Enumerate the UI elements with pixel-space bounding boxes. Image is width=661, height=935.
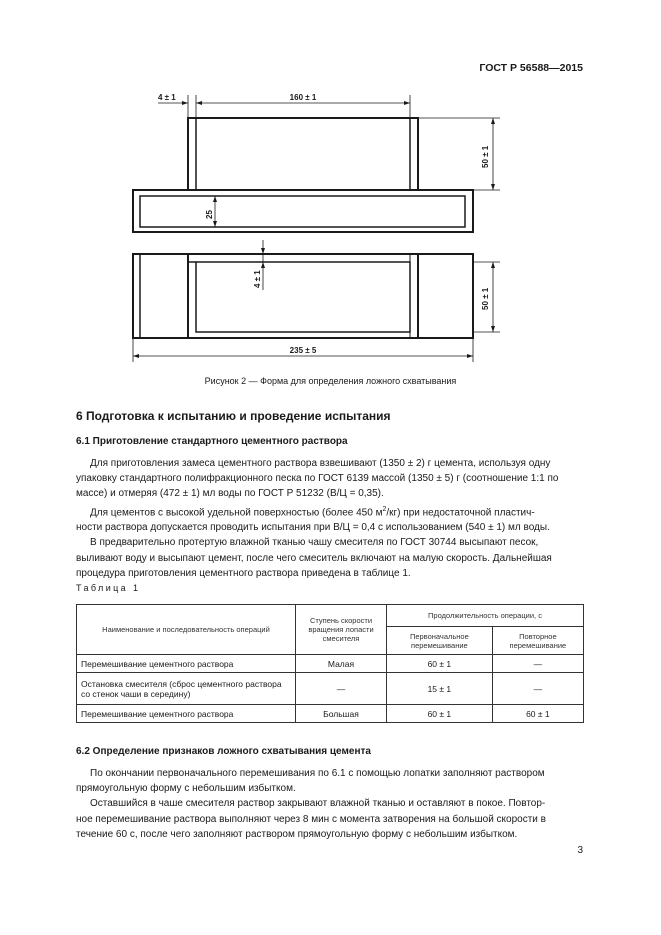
- document-header: ГОСТ Р 56588—2015: [479, 62, 583, 74]
- base-plate-inner: [140, 196, 465, 227]
- bottom-frame-inner: [196, 262, 410, 332]
- text-line: По окончании первоначального перемешивания по 6.1 с помощью лопатки заполняют раствором: [90, 768, 545, 779]
- table-row: Перемешивание цементного раствора Малая 60 ± 1 —: [77, 655, 584, 673]
- col-header-name: Наименование и последовательность операций: [77, 605, 296, 655]
- dim-bottom-wall: 4 ± 1: [253, 270, 262, 288]
- text-line: ности раствора допускается проводить испытания при В/Ц = 0,4 с использованием (540 ± 1) мл воды.: [76, 522, 550, 534]
- dim-top-height: 50 ± 1: [481, 145, 490, 168]
- text-line: Оставшийся в чаше смесителя раствор закрывают влажной тканью и оставляют в покое. Повтор-: [90, 798, 546, 810]
- subsection-6-2-title: 6.2 Определение признаков ложного схватывания цемента: [76, 746, 371, 757]
- text-line: Для приготовления замеса цементного раствора взвешивают (1350 ± 2) г цемента, используя одну: [90, 458, 551, 469]
- section-6-2-text: [76, 766, 584, 842]
- col-header-duration: Продолжительность операции, с: [387, 605, 584, 627]
- bottom-frame-outer: [133, 254, 473, 338]
- col-header-initial: Первоначальное перемешивание: [387, 627, 493, 655]
- page-number: 3: [577, 845, 583, 856]
- dim-mid-height: 25: [205, 210, 214, 219]
- top-frame-inner: [196, 118, 410, 190]
- dim-total-width: 235 ± 5: [289, 346, 317, 355]
- dim-bottom-height: 50 ± 1: [481, 287, 490, 310]
- dim-top-width: 160 ± 1: [289, 93, 317, 102]
- operations-table: [76, 604, 584, 723]
- dim-top-wall: 4 ± 1: [158, 93, 176, 102]
- text-line: массе) и отмеряя (472 ± 1) мл воды по ГОСТ Р 51232 (В/Ц = 0,35).: [76, 488, 384, 500]
- text-line: течение 60 с, после чего заполняют раствором прямоугольную форму с небольшим избытком.: [76, 828, 518, 840]
- text-line: выливают воду и высыпают цемент, после чего смеситель включают на малую скорость. Дальнейшая: [76, 552, 552, 564]
- top-frame-outer: [188, 118, 418, 190]
- table-caption: Таблица 1: [76, 583, 141, 593]
- text-line: ное перемешивание раствора выполняют через 8 мин с момента затворения на большой скорости в: [76, 813, 546, 825]
- text-line: процедура приготовления цементного раствора приведена в таблице 1.: [76, 567, 411, 579]
- subsection-6-1-title: 6.1 Приготовление стандартного цементного раствора: [76, 436, 348, 447]
- table-row: Остановка смесителя (сброс цементного раствора со стенок чаши в середину) — 15 ± 1 —: [77, 673, 584, 705]
- text-line: В предварительно протертую влажной тканью чашу смесителя по ГОСТ 30744 высыпают песок,: [90, 537, 539, 549]
- figure-caption: Рисунок 2 — Форма для определения ложного схватывания: [204, 376, 457, 386]
- section-6-title: 6 Подготовка к испытанию и проведение испытания: [76, 409, 391, 423]
- text-line: прямоугольную форму с небольшим избытком.: [76, 783, 296, 795]
- text-line: Для цементов с высокой удельной поверхностью (более 450 $м^2/кг$) при недостаточной пластич-: [90, 505, 535, 518]
- col-header-repeat: Повторное перемешивание: [492, 627, 583, 655]
- table-row: Перемешивание цементного раствора Большая 60 ± 1 60 ± 1: [77, 705, 584, 723]
- text-line: упаковку стандартного полифракционного песка по ГОСТ 6139 массой (1350 ± 5) г (соотношение 1:1 по: [76, 473, 559, 485]
- section-6-1-text: [76, 456, 584, 581]
- col-header-speed: Ступень скорости вращения лопасти смесителя: [296, 605, 387, 655]
- mold-drawing: [0, 0, 661, 380]
